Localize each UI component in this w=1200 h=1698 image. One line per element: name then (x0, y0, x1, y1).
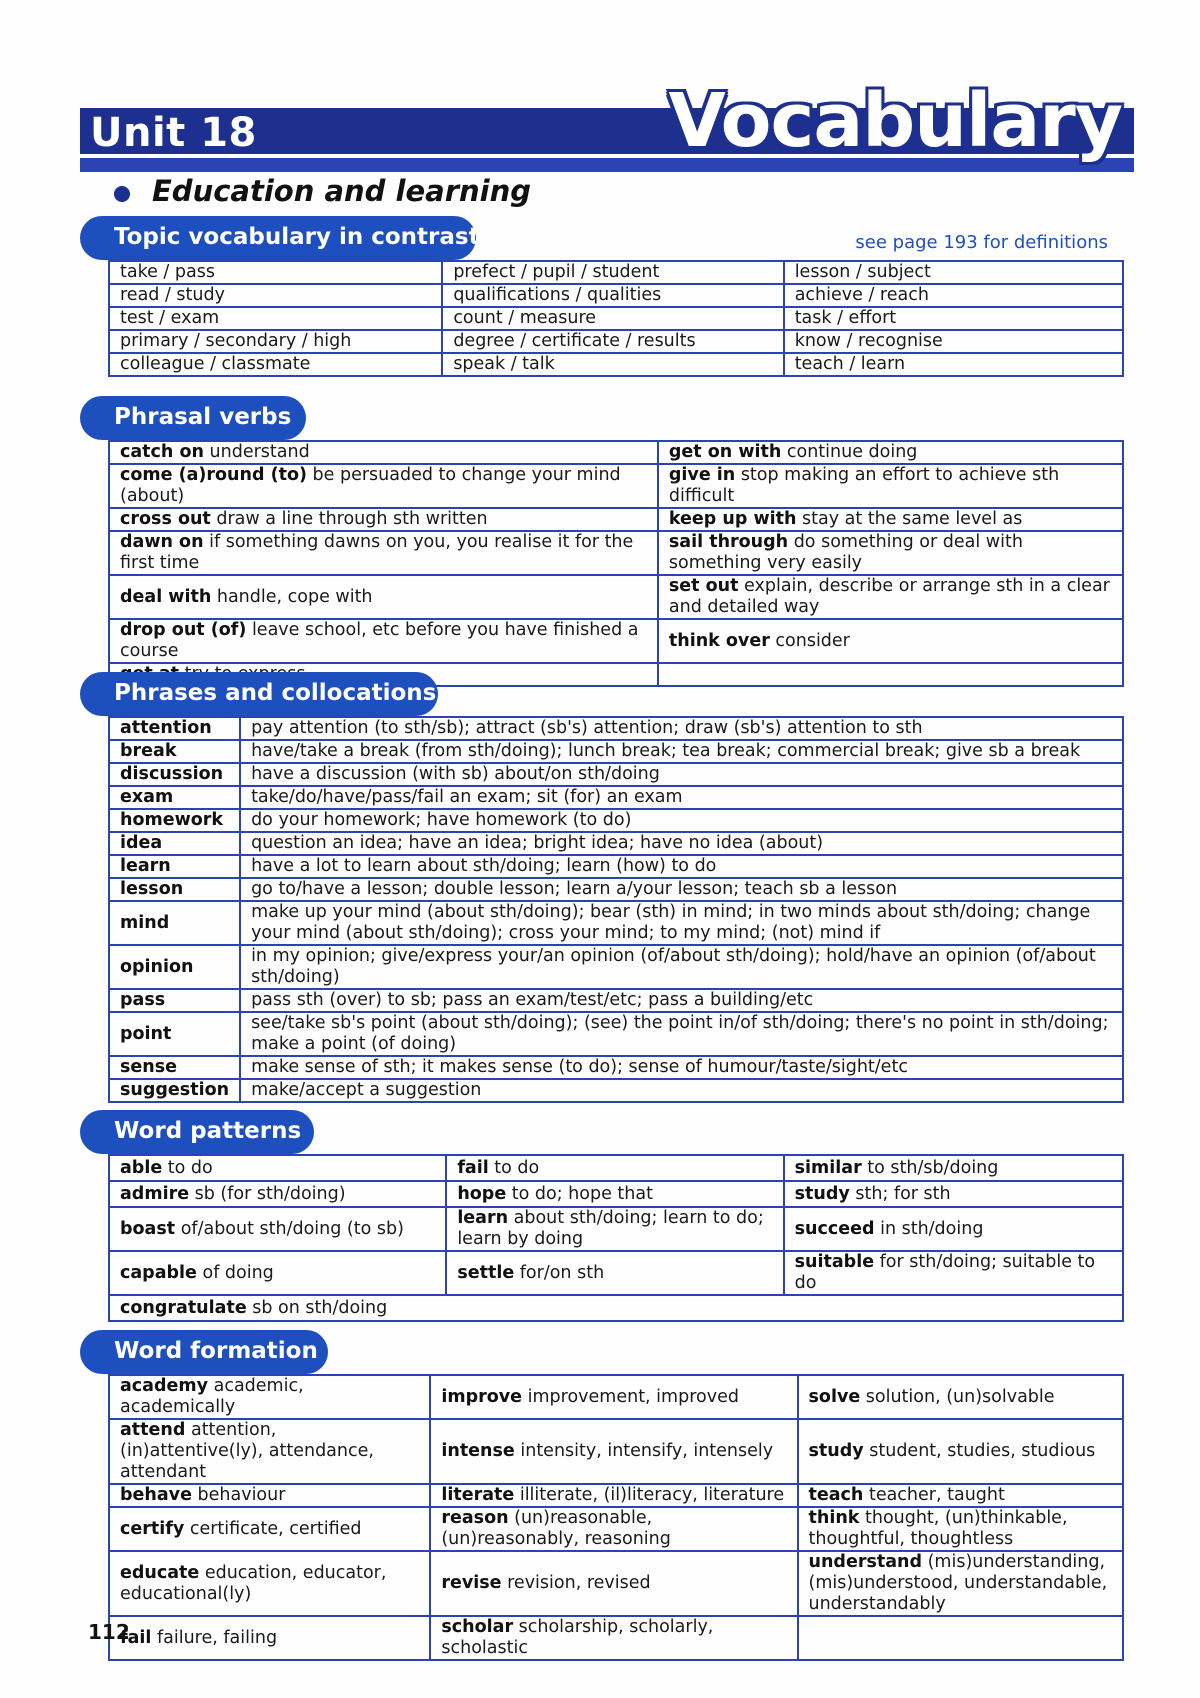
entry-definition: revision, revised (501, 1573, 651, 1593)
entry-definition: attention, (in)attentive(ly), attendance, attendant (120, 1420, 374, 1482)
collocation-keyword: lesson (109, 878, 240, 901)
entry-definition: handle, cope with (211, 586, 373, 607)
entry-definition: thought, (un)thinkable, thoughtful, thoughtless (808, 1508, 1068, 1549)
collocation-examples: in my opinion; give/express your/an opinion (of/about sth/doing); hold/have an opinion (of/about sth/doing) (240, 945, 1123, 989)
phrasal-verb-cell (658, 441, 1123, 464)
vocab-cell: qualifications / qualities (442, 284, 783, 307)
word-pattern-cell (109, 1207, 446, 1251)
entry-keyword: understand (808, 1552, 923, 1572)
table-row (109, 261, 1123, 284)
entry-definition: sth; for sth (849, 1183, 951, 1204)
entry-definition: explain, describe or arrange sth in a clear and detailed way (668, 576, 1110, 617)
entry-keyword: catch on (120, 442, 204, 462)
table-row (109, 619, 1123, 663)
entry-keyword: reason (441, 1508, 509, 1528)
entry-definition: behaviour (191, 1485, 286, 1505)
phrasal-verb-cell (658, 663, 1123, 686)
entry-definition: sb (for sth/doing) (189, 1183, 346, 1204)
entry-keyword: fail (120, 1627, 152, 1648)
entry-keyword: able (120, 1157, 163, 1178)
entry-keyword: keep up with (668, 509, 797, 529)
entry-keyword: sail through (668, 532, 789, 552)
collocation-keyword: discussion (109, 763, 240, 786)
entry-definition: draw a line through sth written (210, 509, 488, 529)
vocab-cell: speak / talk (442, 353, 783, 376)
entry-definition: do something or deal with something very easily (668, 532, 1023, 573)
entry-definition: stay at the same level as (796, 509, 1023, 529)
collocation-keyword: idea (109, 832, 240, 855)
table-row (109, 855, 1123, 878)
collocation-keyword: attention (109, 717, 240, 740)
entry-keyword: fail (457, 1157, 489, 1178)
word-pattern-cell (446, 1181, 783, 1207)
word-formation-cell (109, 1616, 430, 1660)
table-row (109, 1616, 1123, 1660)
subject-heading: Education and learning (152, 174, 531, 208)
table-row (109, 1375, 1123, 1419)
table-row (109, 786, 1123, 809)
entry-definition: teacher, taught (863, 1485, 1005, 1505)
entry-definition: continue doing (781, 442, 918, 462)
phrasal-verb-cell (109, 441, 658, 464)
section-word-formation: Word formation (80, 1330, 328, 1374)
collocation-examples: take/do/have/pass/fail an exam; sit (for) an exam (240, 786, 1123, 809)
word-formation-cell (109, 1507, 430, 1551)
entry-definition: of/about sth/doing (to sb) (175, 1218, 404, 1239)
word-pattern-cell (446, 1207, 783, 1251)
table-row (109, 464, 1123, 508)
entry-definition: student, studies, studious (863, 1441, 1096, 1461)
table-row (109, 1012, 1123, 1056)
entry-keyword: think over (668, 630, 770, 651)
phrasal-verb-cell (658, 508, 1123, 531)
table-row (109, 1079, 1123, 1102)
table-row (109, 1155, 1123, 1181)
entry-definition: of doing (196, 1262, 274, 1283)
vocabulary-title: Vocabulary (668, 78, 1122, 164)
vocab-cell: achieve / reach (784, 284, 1123, 307)
word-pattern-cell (784, 1207, 1123, 1251)
collocation-examples: make/accept a suggestion (240, 1079, 1123, 1102)
table-row (109, 740, 1123, 763)
phrasal-verbs-table (108, 440, 1124, 687)
table-row (109, 1551, 1123, 1616)
word-formation-cell (430, 1551, 797, 1616)
entry-definition: stop making an effort to achieve sth difficult (668, 465, 1060, 506)
word-pattern-cell (109, 1155, 446, 1181)
word-formation-cell (798, 1616, 1124, 1660)
phrases-collocations-table (108, 716, 1124, 1103)
entry-keyword: learn (457, 1208, 509, 1228)
entry-keyword: succeed (794, 1218, 875, 1239)
collocation-examples: make up your mind (about sth/doing); bear (sth) in mind; in two minds about sth/doing; change your mind (about sth/doing); cross your mind; to my mind; (not) mind if (240, 901, 1123, 945)
entry-definition: (mis)understanding, (mis)understood, understandable, understandably (808, 1552, 1108, 1614)
entry-keyword: improve (441, 1386, 523, 1407)
table-row (109, 763, 1123, 786)
entry-definition: certificate, certified (184, 1518, 362, 1539)
page-number: 112 (88, 1620, 130, 1644)
table-row (109, 1207, 1123, 1251)
word-formation-cell (430, 1484, 797, 1507)
vocab-cell: primary / secondary / high (109, 330, 442, 353)
collocation-examples: have a discussion (with sb) about/on sth/doing (240, 763, 1123, 786)
collocation-keyword: pass (109, 989, 240, 1012)
table-row (109, 832, 1123, 855)
word-formation-cell (430, 1616, 797, 1660)
table-row (109, 945, 1123, 989)
entry-keyword: capable (120, 1262, 197, 1283)
table-row (109, 1507, 1123, 1551)
word-patterns-table (108, 1154, 1124, 1322)
phrasal-verb-cell (658, 464, 1123, 508)
phrasal-verb-cell (109, 531, 658, 575)
vocab-cell: take / pass (109, 261, 442, 284)
phrasal-verb-cell (658, 531, 1123, 575)
bullet-dot (114, 186, 130, 202)
entry-definition: solution, (un)solvable (860, 1386, 1055, 1407)
entry-keyword: admire (120, 1183, 190, 1204)
word-pattern-cell (109, 1295, 1123, 1321)
entry-keyword: cross out (120, 509, 211, 529)
table-row (109, 575, 1123, 619)
entry-definition: (un)reasonable, (un)reasonably, reasoning (441, 1508, 671, 1549)
entry-definition: failure, failing (151, 1627, 278, 1648)
phrasal-verb-cell (658, 619, 1123, 663)
word-pattern-cell (784, 1181, 1123, 1207)
collocation-examples: pay attention (to sth/sb); attract (sb's) attention; draw (sb's) attention to sth (240, 717, 1123, 740)
entry-keyword: come (a)round (to) (120, 465, 307, 485)
word-formation-table (108, 1374, 1124, 1661)
entry-definition: to do; hope that (506, 1183, 653, 1204)
vocab-cell: lesson / subject (784, 261, 1123, 284)
vocab-cell: read / study (109, 284, 442, 307)
entry-keyword: hope (457, 1183, 507, 1204)
vocab-cell: task / effort (784, 307, 1123, 330)
collocation-examples: make sense of sth; it makes sense (to do); sense of humour/taste/sight/etc (240, 1056, 1123, 1079)
entry-definition: leave school, etc before you have finished a course (120, 620, 639, 661)
word-formation-cell (430, 1419, 797, 1484)
word-pattern-cell (109, 1251, 446, 1295)
entry-definition: illiterate, (il)literacy, literature (514, 1485, 785, 1505)
entry-keyword: set out (668, 576, 739, 596)
entry-keyword: academy (120, 1376, 209, 1396)
word-formation-cell (798, 1507, 1124, 1551)
word-pattern-cell (446, 1251, 783, 1295)
entry-keyword: literate (441, 1485, 515, 1505)
entry-definition: for/on sth (514, 1262, 605, 1283)
entry-keyword: get on with (668, 442, 782, 462)
word-formation-cell (798, 1375, 1124, 1419)
phrasal-verb-cell (109, 464, 658, 508)
word-formation-cell (430, 1507, 797, 1551)
table-row (109, 353, 1123, 376)
table-row (109, 1181, 1123, 1207)
entry-keyword: attend (120, 1420, 186, 1440)
section-phrases-collocations: Phrases and collocations (80, 672, 438, 716)
collocation-keyword: learn (109, 855, 240, 878)
phrasal-verb-cell (109, 508, 658, 531)
section-phrasal-verbs: Phrasal verbs (80, 396, 306, 440)
word-formation-cell (109, 1375, 430, 1419)
entry-keyword: congratulate (120, 1297, 247, 1318)
section-word-patterns: Word patterns (80, 1110, 314, 1154)
collocation-keyword: suggestion (109, 1079, 240, 1102)
table-row (109, 284, 1123, 307)
table-row (109, 878, 1123, 901)
collocation-examples: question an idea; have an idea; bright idea; have no idea (about) (240, 832, 1123, 855)
table-row (109, 901, 1123, 945)
collocation-keyword: break (109, 740, 240, 763)
collocation-examples: do your homework; have homework (to do) (240, 809, 1123, 832)
entry-keyword: suitable (794, 1252, 875, 1272)
entry-keyword: think (808, 1508, 860, 1528)
definitions-note: see page 193 for definitions (855, 232, 1108, 253)
entry-keyword: boast (120, 1218, 176, 1239)
entry-keyword: educate (120, 1562, 200, 1583)
entry-definition: in sth/doing (874, 1218, 984, 1239)
collocation-keyword: opinion (109, 945, 240, 989)
table-row (109, 809, 1123, 832)
entry-keyword: study (808, 1441, 864, 1461)
vocab-cell: test / exam (109, 307, 442, 330)
word-pattern-cell (109, 1181, 446, 1207)
vocab-cell: know / recognise (784, 330, 1123, 353)
word-pattern-cell (784, 1251, 1123, 1295)
entry-definition: to do (488, 1157, 540, 1178)
entry-definition: intensity, intensify, intensely (514, 1441, 774, 1461)
entry-definition: understand (203, 442, 310, 462)
word-formation-cell (430, 1375, 797, 1419)
entry-definition: improvement, improved (522, 1386, 739, 1407)
word-pattern-cell (446, 1155, 783, 1181)
table-row (109, 307, 1123, 330)
unit-title: Unit 18 (90, 110, 257, 156)
word-formation-cell (109, 1419, 430, 1484)
entry-keyword: intense (441, 1441, 515, 1461)
table-row (109, 717, 1123, 740)
collocation-examples: see/take sb's point (about sth/doing); (see) the point in/of sth/doing; there's no point in sth/doing; make a point (of doing) (240, 1012, 1123, 1056)
entry-keyword: settle (457, 1262, 515, 1283)
word-formation-cell (798, 1551, 1124, 1616)
entry-keyword: solve (808, 1386, 861, 1407)
entry-definition: if something dawns on you, you realise it for the first time (120, 532, 634, 573)
table-row (109, 508, 1123, 531)
collocation-examples: go to/have a lesson; double lesson; learn a/your lesson; teach sb a lesson (240, 878, 1123, 901)
entry-definition: sb on sth/doing (246, 1297, 388, 1318)
entry-keyword: study (794, 1183, 850, 1204)
entry-keyword: similar (794, 1157, 862, 1178)
vocab-cell: colleague / classmate (109, 353, 442, 376)
entry-definition: be persuaded to change your mind (about) (120, 465, 621, 506)
entry-definition: for sth/doing; suitable to do (794, 1252, 1096, 1293)
entry-definition: to sth/sb/doing (861, 1157, 999, 1178)
collocation-keyword: homework (109, 809, 240, 832)
collocation-examples: have a lot to learn about sth/doing; learn (how) to do (240, 855, 1123, 878)
collocation-keyword: point (109, 1012, 240, 1056)
table-row (109, 1419, 1123, 1484)
vocab-cell: prefect / pupil / student (442, 261, 783, 284)
entry-keyword: certify (120, 1518, 185, 1539)
entry-definition: about sth/doing; learn to do; learn by doing (457, 1208, 764, 1249)
entry-keyword: scholar (441, 1617, 514, 1637)
entry-keyword: dawn on (120, 532, 204, 552)
phrasal-verb-cell (658, 575, 1123, 619)
phrasal-verb-cell (109, 619, 658, 663)
entry-keyword: revise (441, 1573, 502, 1593)
entry-keyword: drop out (of) (120, 620, 247, 640)
entry-definition: education, educator, educational(ly) (120, 1562, 387, 1604)
entry-keyword: deal with (120, 586, 212, 607)
collocation-keyword: exam (109, 786, 240, 809)
word-pattern-cell (784, 1155, 1123, 1181)
collocation-keyword: sense (109, 1056, 240, 1079)
table-row (109, 441, 1123, 464)
entry-keyword: behave (120, 1485, 192, 1505)
table-row (109, 330, 1123, 353)
table-row (109, 989, 1123, 1012)
vocab-cell: count / measure (442, 307, 783, 330)
phrasal-verb-cell (109, 575, 658, 619)
collocation-examples: pass sth (over) to sb; pass an exam/test/etc; pass a building/etc (240, 989, 1123, 1012)
entry-keyword: teach (808, 1485, 864, 1505)
entry-definition: to do (162, 1157, 213, 1178)
table-row (109, 1056, 1123, 1079)
word-formation-cell (109, 1551, 430, 1616)
entry-keyword: give in (668, 465, 736, 485)
collocation-examples: have/take a break (from sth/doing); lunch break; tea break; commercial break; give sb a break (240, 740, 1123, 763)
section-topic-vocabulary: Topic vocabulary in contrast (80, 216, 476, 260)
table-row (109, 531, 1123, 575)
entry-definition: scholarship, scholarly, scholastic (441, 1617, 714, 1658)
topic-vocabulary-table (108, 260, 1124, 377)
vocab-cell: teach / learn (784, 353, 1123, 376)
word-formation-cell (798, 1419, 1124, 1484)
word-formation-cell (109, 1484, 430, 1507)
table-row (109, 1484, 1123, 1507)
vocab-cell: degree / certificate / results (442, 330, 783, 353)
collocation-keyword: mind (109, 901, 240, 945)
word-formation-cell (798, 1484, 1124, 1507)
table-row (109, 1295, 1123, 1321)
entry-definition: academic, academically (120, 1376, 304, 1417)
entry-definition: consider (769, 630, 850, 651)
table-row (109, 1251, 1123, 1295)
